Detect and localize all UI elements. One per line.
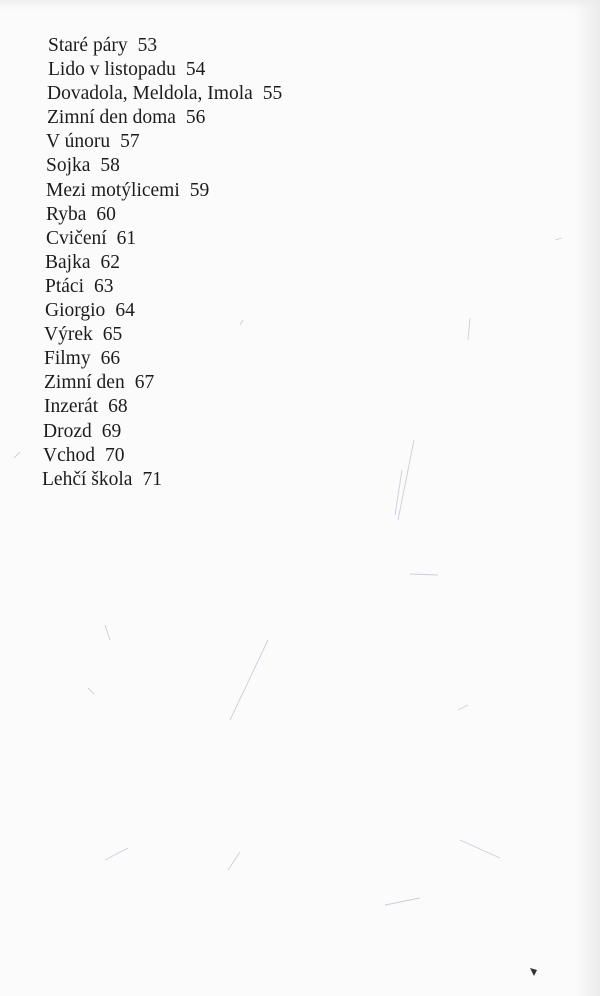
toc-entry [0, 154, 282, 178]
toc-entry [0, 227, 282, 251]
toc-entry-title: Filmy [44, 348, 91, 370]
toc-entry-title: Inzerát [44, 396, 99, 418]
toc-entry-page: 63 [94, 275, 114, 297]
toc-entry [0, 347, 282, 371]
toc-entry [0, 468, 282, 492]
toc-entry-page: 55 [262, 83, 283, 105]
toc-entry [0, 82, 282, 106]
toc-entry-page: 67 [134, 372, 155, 394]
toc-entry-title: Cvičení [46, 227, 107, 249]
toc-entry-page: 68 [108, 396, 128, 418]
toc-entry-title: Lido v listopadu [48, 59, 176, 81]
toc-entry [0, 420, 282, 444]
toc-entry-page: 62 [100, 251, 120, 273]
toc-entry-page: 64 [115, 300, 135, 322]
toc-entry-page: 58 [100, 155, 120, 177]
toc-entry [0, 130, 282, 154]
toc-entry [0, 299, 282, 323]
toc-entry-title: Lehčí škola [42, 468, 133, 490]
toc-entry-page: 66 [100, 348, 121, 370]
toc-entry-page: 65 [102, 324, 123, 346]
toc-entry [0, 371, 282, 395]
toc-entry-page: 57 [120, 131, 140, 153]
toc-entry-title: Drozd [43, 420, 92, 442]
toc-entry [0, 275, 282, 299]
toc-entry-page: 71 [142, 468, 162, 490]
toc-entry-title: Zimní den doma [47, 107, 176, 129]
toc-entry-page: 56 [185, 107, 206, 129]
toc-entry-page: 60 [96, 203, 116, 225]
toc-entry [0, 444, 282, 468]
toc-entry [0, 395, 282, 419]
toc-entry-page: 59 [189, 179, 210, 201]
toc-entry [0, 179, 282, 203]
table-of-contents [0, 34, 282, 492]
toc-entry [0, 106, 282, 130]
toc-entry-title: Zimní den [44, 372, 125, 394]
toc-entry [0, 58, 282, 82]
toc-entry-title: V únoru [46, 131, 111, 153]
toc-entry-page: 54 [185, 59, 206, 81]
toc-entry-title: Ptáci [45, 275, 84, 297]
toc-entry [0, 251, 282, 275]
toc-entry-page: 70 [105, 444, 125, 466]
toc-entry [0, 323, 282, 347]
toc-entry-title: Vchod [43, 444, 95, 466]
toc-entry-title: Sojka [46, 155, 91, 177]
toc-entry-title: Mezi motýlicemi [46, 179, 180, 201]
toc-entry-page: 53 [137, 35, 158, 56]
toc-entry-page: 69 [101, 420, 122, 442]
toc-entry-title: Dovadola, Meldola, Imola [47, 83, 253, 105]
toc-entry-title: Výrek [44, 324, 93, 346]
toc-entry [0, 34, 282, 58]
toc-entry-page: 61 [116, 227, 137, 249]
toc-entry-title: Ryba [46, 203, 87, 225]
toc-entry [0, 203, 282, 227]
toc-entry-title: Giorgio [45, 300, 106, 322]
toc-entry-title: Bajka [45, 251, 91, 273]
toc-entry-title: Staré páry [48, 35, 128, 56]
